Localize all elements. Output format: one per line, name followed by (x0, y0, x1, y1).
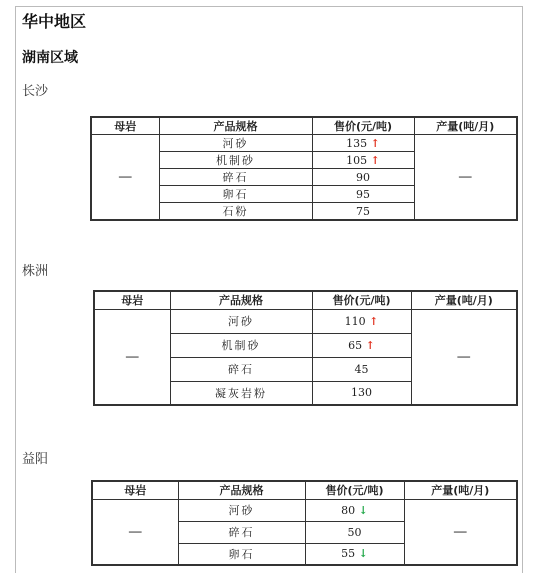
price-value: 65 (348, 338, 363, 352)
header-output: 产量(吨/月) (414, 117, 517, 135)
arrow-down-icon: ↓ (358, 547, 368, 561)
price-table-yiyang (91, 480, 518, 566)
price-table-changsha (90, 116, 518, 221)
product-cell: 河砂 (178, 499, 305, 521)
header-price: 售价(元/吨) (312, 117, 414, 135)
arrow-up-icon: ↑ (365, 338, 375, 352)
output-cell: — (411, 309, 517, 405)
product-cell: 卵石 (178, 543, 305, 565)
price-cell (312, 152, 414, 169)
product-cell: 河砂 (159, 135, 312, 152)
price-value: 80 (341, 503, 356, 517)
header-output: 产量(吨/月) (404, 481, 517, 499)
product-cell: 卵石 (159, 186, 312, 203)
price-cell: 75 (312, 203, 414, 221)
header-rock: 母岩 (91, 117, 159, 135)
product-cell: 机制砂 (170, 333, 312, 357)
price-table-zhuzhou (93, 290, 518, 406)
price-cell: 95 (312, 186, 414, 203)
header-product: 产品规格 (170, 291, 312, 309)
rock-cell: — (92, 499, 178, 565)
header-product: 产品规格 (159, 117, 312, 135)
price-value: 105 (346, 153, 368, 167)
product-cell: 碎石 (170, 357, 312, 381)
price-cell (312, 309, 411, 333)
output-cell: — (404, 499, 517, 565)
product-cell: 机制砂 (159, 152, 312, 169)
header-product: 产品规格 (178, 481, 305, 499)
city-heading-changsha: 长沙 (22, 84, 49, 99)
rock-cell: — (94, 309, 170, 405)
product-cell: 凝灰岩粉 (170, 381, 312, 405)
product-cell: 碎石 (159, 169, 312, 186)
header-output: 产量(吨/月) (411, 291, 517, 309)
header-price: 售价(元/吨) (312, 291, 411, 309)
price-cell (312, 135, 414, 152)
product-cell: 碎石 (178, 521, 305, 543)
price-cell: 130 (312, 381, 411, 405)
product-cell: 石粉 (159, 203, 312, 221)
arrow-up-icon: ↑ (370, 136, 380, 150)
price-cell (305, 499, 404, 521)
arrow-up-icon: ↑ (370, 153, 380, 167)
price-value: 55 (341, 547, 356, 561)
arrow-up-icon: ↑ (369, 314, 379, 328)
output-cell: — (414, 135, 517, 221)
section-subtitle: 湖南区域 (22, 50, 78, 66)
price-cell: 90 (312, 169, 414, 186)
header-price: 售价(元/吨) (305, 481, 404, 499)
header-rock: 母岩 (92, 481, 178, 499)
arrow-down-icon: ↓ (358, 503, 368, 517)
price-cell: 45 (312, 357, 411, 381)
price-cell (312, 333, 411, 357)
page-title: 华中地区 (22, 12, 87, 31)
city-heading-yiyang: 益阳 (22, 452, 49, 467)
price-cell: 50 (305, 521, 404, 543)
rock-cell: — (91, 135, 159, 221)
header-rock: 母岩 (94, 291, 170, 309)
price-value: 135 (346, 136, 368, 150)
price-cell (305, 543, 404, 565)
product-cell: 河砂 (170, 309, 312, 333)
city-heading-zhuzhou: 株洲 (22, 264, 49, 279)
price-value: 110 (344, 314, 366, 328)
